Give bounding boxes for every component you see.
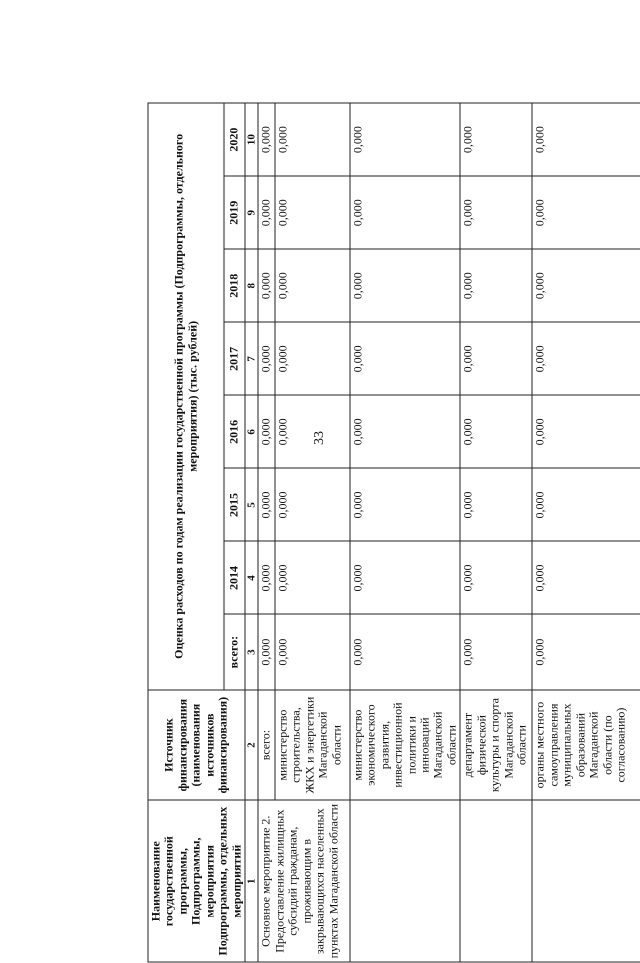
rotated-table-container [148,103,613,963]
value-cell: 0,000 [275,615,350,690]
header-year: 2017 [224,322,245,395]
value-cell: 0,000 [350,468,461,541]
column-index: 6 [245,395,258,468]
header-year: 2014 [224,541,245,614]
column-index: 9 [245,176,258,249]
index-row [245,103,258,962]
value-cell: 0,000 [460,176,532,249]
table-row [258,103,274,962]
activity-name: Основное мероприятие 2. Предоставление жилищных субсидий гражданам, проживающим в закрывающихся населенных пунктах Магаданской области [258,800,349,962]
value-cell: 0,000 [275,103,350,176]
value-cell: 0,000 [275,541,350,614]
value-cell: 0,000 [532,176,640,249]
source-cell: министерство строительства, ЖКХ и энергетики Магаданской области [275,690,350,801]
header-estimate: Оценка расходов по годам реализации государственной программы (Подпрограммы, отдельного мероприятия) (тыс. рублей) [148,103,224,690]
value-cell: 0,000 [275,395,350,468]
column-index: 2 [245,690,258,801]
header-source: Источник финансирования (наименования источников финансирования) [148,690,245,801]
value-cell: 0,000 [350,103,461,176]
column-index: 4 [245,541,258,614]
value-cell: 0,000 [532,615,640,690]
table-row [350,103,461,962]
value-cell: 0,000 [258,615,274,690]
value-cell: 0,000 [258,322,274,395]
value-cell: 0,000 [532,541,640,614]
value-cell: 0,000 [275,468,350,541]
value-cell: 0,000 [460,103,532,176]
empty-cell [532,800,640,962]
column-index: 7 [245,322,258,395]
source-cell: всего: [258,690,274,801]
value-cell: 0,000 [460,541,532,614]
table-row [532,103,640,962]
value-cell: 0,000 [258,468,274,541]
value-cell: 0,000 [350,541,461,614]
value-cell: 0,000 [258,249,274,322]
header-year: 2018 [224,249,245,322]
value-cell: 0,000 [532,249,640,322]
value-cell: 0,000 [460,468,532,541]
column-index: 10 [245,103,258,176]
empty-cell [460,800,532,962]
value-cell: 0,000 [350,249,461,322]
value-cell: 0,000 [532,103,640,176]
page-number: 33 [0,430,640,446]
value-cell: 0,000 [275,176,350,249]
empty-cell [350,800,461,962]
column-index: 8 [245,249,258,322]
column-index: 5 [245,468,258,541]
value-cell: 0,000 [460,322,532,395]
column-index: 3 [245,615,258,690]
value-cell: 0,000 [532,395,640,468]
value-cell: 0,000 [460,615,532,690]
header-year: 2020 [224,103,245,176]
header-year: 2019 [224,176,245,249]
value-cell: 0,000 [350,322,461,395]
header-year: 2016 [224,395,245,468]
header-name: Наименование государственной программы, Подпрограммы, мероприятия Подпрограммы, отдельных мероприятий [148,800,245,962]
header-row-1 [148,103,224,962]
source-cell: департамент физической культуры и спорта Магаданской области [460,690,532,801]
value-cell: 0,000 [532,322,640,395]
value-cell: 0,000 [258,176,274,249]
value-cell: 0,000 [275,322,350,395]
value-cell: 0,000 [258,103,274,176]
source-cell: министерство экономического развития, инвестиционной политики и инноваций Магаданской области [350,690,461,801]
value-cell: 0,000 [350,395,461,468]
budget-table [148,103,640,963]
header-year: 2015 [224,468,245,541]
value-cell: 0,000 [460,395,532,468]
header-total: всего: [224,615,245,690]
value-cell: 0,000 [532,468,640,541]
value-cell: 0,000 [258,395,274,468]
value-cell: 0,000 [275,249,350,322]
value-cell: 0,000 [460,249,532,322]
table-row [460,103,532,962]
value-cell: 0,000 [258,541,274,614]
source-cell: органы местного самоуправления муниципальных образований Магаданской области (по согласованию) [532,690,640,801]
column-index: 1 [245,800,258,962]
value-cell: 0,000 [350,176,461,249]
value-cell: 0,000 [350,615,461,690]
